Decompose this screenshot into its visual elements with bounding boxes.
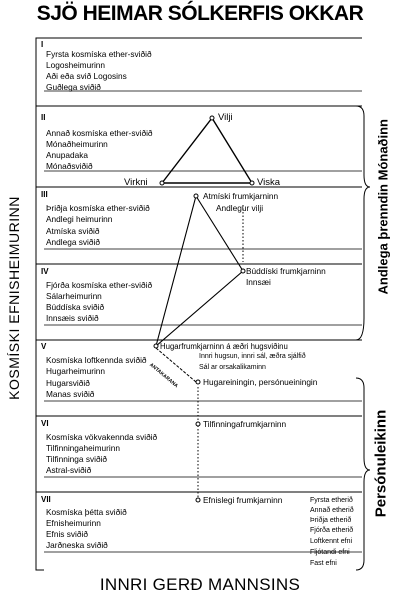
efnislegi-label: Efnislegi frumkjarninn xyxy=(203,495,283,505)
monad-triangle xyxy=(162,118,252,183)
antakarana-label: ANTAKARANA xyxy=(148,362,179,390)
plane-line: Efnisheimurinn xyxy=(46,518,101,528)
triad-triangle xyxy=(156,196,243,346)
right-vertical-label-top: Andlega þrenndin Mónaðinn xyxy=(375,119,391,295)
innsaei-label: Innsæi xyxy=(246,277,271,287)
plane-line: Efnis sviðið xyxy=(46,529,88,539)
ether-item: Annað etherið xyxy=(310,507,354,514)
plane-numeral: II xyxy=(41,113,46,122)
plane-line: Jarðneska sviðið xyxy=(46,540,108,550)
bottom-title: INNRI GERÐ MANNSINS xyxy=(99,575,301,594)
plane-line: Kosmíska loftkennda sviðið xyxy=(46,355,147,365)
plane-line: Anupadaka xyxy=(46,150,88,160)
plane-line: Sálarheimurinn xyxy=(46,291,102,301)
plane-line: Tilfinningaheimurinn xyxy=(46,443,120,453)
plane-numeral: III xyxy=(41,190,48,199)
plane-line: Hugarheimurinn xyxy=(46,366,106,376)
sal-label: Sál ar orsakalikaminn xyxy=(199,364,266,371)
plane-line: Kosmíska vökvakennda sviðið xyxy=(46,432,158,442)
plane-line: Mónaðsviðið xyxy=(46,161,93,171)
plane-line: Annað kosmíska ether-sviðið xyxy=(46,128,153,138)
diagram-title: SJÖ HEIMAR SÓLKERFIS OKKAR xyxy=(36,2,364,25)
atmiski-label: Atmíski frumkjarninn xyxy=(203,191,279,201)
ether-item: Fyrsta etherið xyxy=(310,497,353,504)
plane-line: Atmíska sviðið xyxy=(46,226,100,236)
right-brace-bottom xyxy=(356,378,370,570)
plane-line: Andlegi heimurinn xyxy=(46,214,113,224)
ether-item: Fjórða etherið xyxy=(310,527,354,534)
buddiski-label: Búddíski frumkjarninn xyxy=(246,266,326,276)
plane-line: Tilfinninga sviðið xyxy=(46,454,108,464)
plane-line: Fjórða kosmíska ether-sviðið xyxy=(46,280,153,290)
plane-line: Andlega sviðið xyxy=(46,237,100,247)
tilfinningafrumkjarninn-label: Tilfinningafrumkjarninn xyxy=(203,419,287,429)
plane-line: Manas sviðið xyxy=(46,389,95,399)
plane-numeral: VI xyxy=(41,419,49,428)
plane-line: Aði eða svið Logosins xyxy=(46,71,127,81)
plane-numeral: V xyxy=(41,342,47,351)
ether-item: Loftkennt efni xyxy=(310,538,353,545)
plane-numeral: VII xyxy=(41,495,51,504)
innri-hugsun-label: Innri hugsun, innri sál, æðra sjálfið xyxy=(199,353,306,360)
ether-item: Fljótandi efni xyxy=(310,549,350,556)
ether-item: Þriðja etherið xyxy=(310,517,352,524)
plane-line: Logosheimurinn xyxy=(46,60,106,70)
plane-line: Mónaðheimurinn xyxy=(46,139,108,149)
right-vertical-label-bottom: Persónuleikinn xyxy=(372,409,390,518)
plane-line: Þriðja kosmíska ether-sviðið xyxy=(46,203,150,213)
right-brace-top xyxy=(356,106,370,340)
virkni-label: Virkni xyxy=(124,177,148,188)
ether-item: Fast efni xyxy=(310,560,337,567)
left-vertical-label: KOSMÍSKI EFNISHEIMURINN xyxy=(6,196,22,400)
plane-line: Guðlega sviðið xyxy=(46,82,101,92)
vilji-label: Vilji xyxy=(218,112,233,123)
plane-numeral: IV xyxy=(41,267,49,276)
plane-line: Innsæis sviðið xyxy=(46,313,99,323)
plane-line: Kosmíska þétta sviðið xyxy=(46,507,127,517)
hugarfrumkjarninn-label: Hugarfrumkjarninn á æðri hugsviðinu xyxy=(160,342,288,351)
plane-line: Hugarsviðið xyxy=(46,378,90,388)
plane-line: Astral-sviðið xyxy=(46,465,92,475)
plane-numeral: I xyxy=(41,40,44,49)
plane-line: Fyrsta kosmíska ether-sviðið xyxy=(46,49,152,59)
andlegur-vilji-label: Andlegur vilji xyxy=(216,203,264,213)
plane-line: Búddíska sviðið xyxy=(46,302,105,312)
hugareiningin-label: Hugareiningin, persónueiningin xyxy=(203,377,318,387)
viska-label: Viska xyxy=(257,177,281,188)
